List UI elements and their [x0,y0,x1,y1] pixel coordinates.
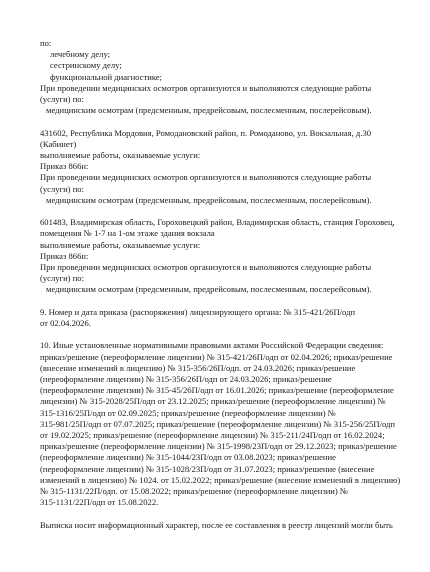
doc-line: 431602, Республика Мордовия, Ромодановский район, п. Ромоданово, ул. Вокзальная, д.30 [40,127,372,138]
doc-line: (переоформление лицензии) № 315-45/26П/одп от 16.01.2026; приказ/решение (переоформление [40,385,394,396]
doc-line: лицензии) № 315-2028/25П/одп от 23.12.2025; приказ/решение (переоформление лицензии) № [40,396,386,407]
doc-line: Приказ 866н: [40,161,89,172]
doc-line: выполняемые работы, оказываемые услуги: [40,239,201,250]
doc-line: 315-981/25П/одп от 07.07.2025; приказ/решение (переоформление лицензии) № 315-256/25П/одп [40,418,396,429]
doc-line: 9. Номер и дата приказа (распоряжения) лицензирующего органа: № 315-421/26П/одп [40,306,356,317]
doc-line: (услуги) по: [40,183,84,194]
doc-line: (переоформление лицензии) № 315-1044/23П/одп от 03.08.2023; приказ/решение [40,452,336,463]
doc-line: медицинским осмотрам (предсменным, предрейсовым, послесменным, послерейсовым). [46,105,372,116]
doc-line: от 19.02.2025; приказ/решение (переоформление лицензии) № 315-211/24П/одп от 16.02.2024; [40,430,385,441]
doc-line: Приказ 866н: [40,250,89,261]
doc-line [40,296,412,307]
doc-line [40,329,412,340]
doc-line: выполняемые работы, оказываемые услуги: [40,150,201,161]
doc-line: (услуги) по: [40,273,84,284]
doc-line: медицинским осмотрам (предсменным, предрейсовым, послесменным, послерейсовым). [46,194,372,205]
doc-line: (переоформление лицензии) № 315-356/26П/одп от 24.03.2026; приказ/решение [40,374,332,385]
doc-line: 315-1316/25П/одп от 02.09.2025; приказ/решение (переоформление лицензии) № [40,407,336,418]
doc-line: При проведении медицинских осмотров организуются и выполняются следующие работы [40,172,372,183]
doc-line: от 02.04.2026. [40,318,91,329]
doc-line: (внесение изменений в лицензию) № 315-356/26П/одп. от 24.03.2026; приказ/решение [40,362,356,373]
doc-line: функциональной диагностике; [50,71,163,82]
doc-line [40,206,412,217]
doc-line: помещения № 1-7 на 1-ом этаже здания вокзала [40,228,215,239]
doc-line: (переоформление лицензии) № 315-1028/23П/одп от 31.07.2023; приказ/решение (внесение [40,463,375,474]
doc-line: 601483, Владимирская область, Гороховецкий район, Владимирская область, станция Гороховец, [40,217,395,228]
doc-line: При проведении медицинских осмотров организуются и выполняются следующие работы [40,262,372,273]
doc-line: медицинским осмотрам (предсменным, предрейсовым, послесменным, послерейсовым). [46,284,372,295]
doc-line: сестринскому делу; [50,60,122,71]
doc-line: приказ/решение (переоформление лицензии) № 315-1998/23П/одп от 29.12.2023; приказ/решение [40,441,397,452]
doc-line: При проведении медицинских осмотров организуются и выполняются следующие работы [40,82,372,93]
doc-line: 10. Иные установленные нормативными правовыми актами Российской Федерации сведения: [40,340,384,351]
doc-line: 315-1131/22П/одп от 15.08.2022. [40,497,159,508]
doc-line: Выписка носит информационный характер, после ее составления в реестр лицензий могли быть [40,519,393,530]
doc-line: по: [40,38,52,48]
doc-line [40,508,412,519]
doc-line: (Кабинет) [40,138,77,149]
doc-line: лечебному делу; [50,49,111,60]
doc-line: (услуги) по: [40,94,84,105]
doc-line: № 315-1131/22П/одп. от 15.08.2022; приказ/решение (переоформление лицензии) № [40,486,349,497]
doc-line [40,116,412,127]
doc-line: приказ/решение (переоформление лицензии) № 315-421/26П/одп от 02.04.2026; приказ/решение [40,351,393,362]
doc-line: изменений в лицензию) № 1024. от 15.02.2022; приказ/решение (внесение изменений в лицензию) [40,474,401,485]
